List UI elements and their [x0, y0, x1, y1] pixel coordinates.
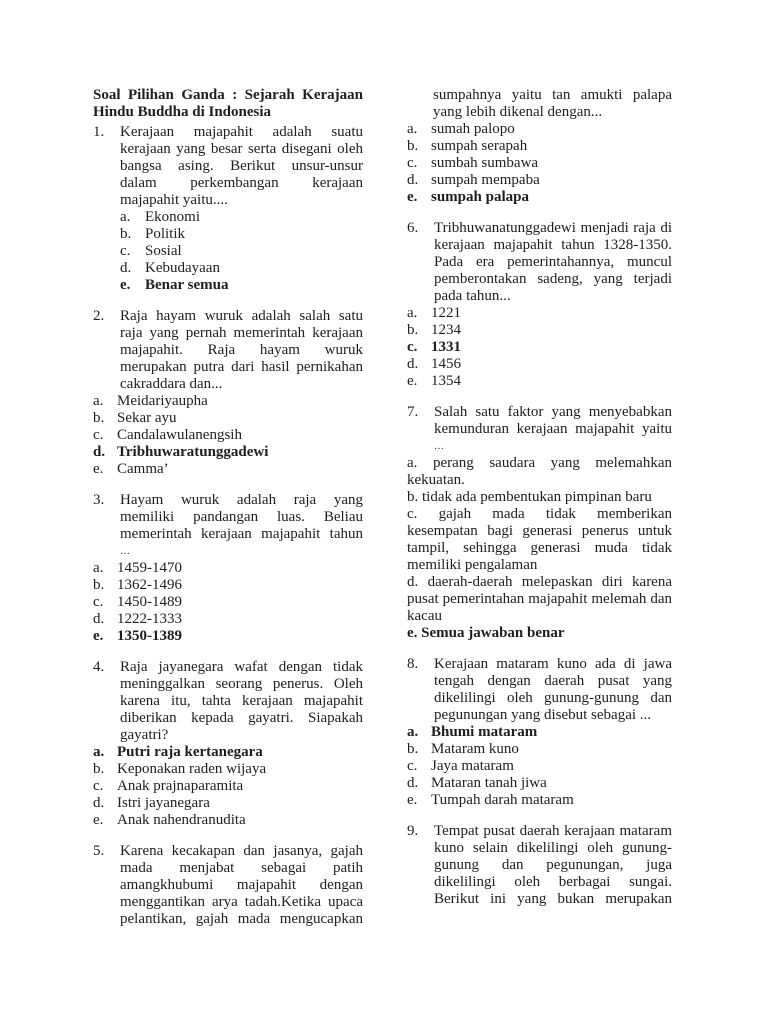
option-text: Anak nahendranudita [117, 812, 246, 828]
option-text: Keponakan raden wijaya [117, 761, 267, 777]
answer-option [407, 792, 672, 809]
answer-option [407, 489, 672, 506]
option-text: Camma’ [117, 461, 169, 477]
question-number: 7. [407, 404, 419, 420]
question-number: 6. [407, 220, 419, 236]
answer-option [407, 724, 672, 741]
option-letter: c. [93, 778, 104, 794]
answer-option [407, 322, 672, 339]
option-text: Mataram kuno [431, 741, 519, 757]
option-text: Anak prajnaparamita [117, 778, 244, 794]
option-letter: b. [120, 226, 132, 242]
answer-option [407, 775, 672, 792]
option-text: Semua jawaban benar [421, 625, 565, 641]
option-letter: b. [93, 577, 105, 593]
option-letter: b. [93, 410, 105, 426]
answer-option [93, 427, 363, 444]
question-number: 1. [93, 124, 105, 140]
option-text: 1331 [431, 339, 461, 355]
option-letter: a. [93, 560, 104, 576]
answer-option [407, 305, 672, 322]
option-letter: d. [93, 444, 106, 460]
option-text: Mataran tanah jiwa [431, 775, 547, 791]
answer-option [407, 155, 672, 172]
answer-option [93, 461, 363, 478]
answer-option [93, 628, 363, 645]
answer-option [407, 138, 672, 155]
option-letter: d. [407, 775, 419, 791]
option-letter: e. [407, 189, 418, 205]
answer-option [93, 594, 363, 611]
option-text: 1450-1489 [117, 594, 182, 610]
question-2 [93, 308, 363, 478]
question-continuation [407, 87, 672, 206]
option-letter: d. [407, 356, 419, 372]
option-text: daerah-daerah melepaskan diri karena pusat pemerintahan majapahit melemah dan kacau [407, 574, 672, 624]
answer-option [120, 226, 363, 243]
option-letter: a. [120, 209, 131, 225]
right-column [407, 87, 672, 922]
question-text: Kerajaan majapahit adalah suatu kerajaan yang besar serta disegani oleh bangsa asing. Berikut unsur-unsur dalam perkembangan kerajaan majapahit yaitu.... [120, 124, 363, 208]
question-text: Salah satu faktor yang menyebabkan kemunduran kerajaan majapahit yaitu [434, 404, 672, 437]
option-letter: d. [407, 574, 419, 590]
option-letter: d. [93, 611, 105, 627]
option-text: perang saudara yang melemahkan kekuatan. [407, 455, 672, 488]
question-9 [407, 823, 672, 908]
answer-option [407, 121, 672, 138]
question-text: Raja jayanegara wafat dengan tidak meninggalkan seorang penerus. Oleh karena itu, tahta kerajaan majapahit diberikan kepada gayatri. Siapakah gayatri? [120, 659, 363, 743]
option-letter: a. [93, 744, 105, 760]
option-text: Istri jayanegara [117, 795, 210, 811]
option-letter: e. [93, 628, 104, 644]
question-7 [407, 404, 672, 642]
option-text: Bhumi mataram [431, 724, 538, 740]
question-number: 9. [407, 823, 419, 839]
option-text: 1459-1470 [117, 560, 182, 576]
option-text: sumpah serapah [431, 138, 528, 154]
left-column [93, 87, 363, 942]
option-text: Kebudayaan [145, 260, 220, 276]
ellipsis: … [434, 441, 447, 452]
option-letter: c. [93, 594, 104, 610]
option-letter: c. [120, 243, 131, 259]
option-letter: c. [407, 506, 418, 522]
answer-option [407, 506, 672, 574]
option-text: 1456 [431, 356, 461, 372]
option-text: sumah palopo [431, 121, 515, 137]
option-letter: e. [93, 461, 104, 477]
question-number: 5. [93, 843, 105, 859]
question-text: Tempat pusat daerah kerajaan mataram kuno selain dikelilingi oleh gunung-gunung dan pegunungan, juga dikelilingi oleh berbagai sungai. Berikut ini yang bukan merupakan [434, 823, 672, 907]
question-text: sumpahnya yaitu tan amukti palapa yang lebih dikenal dengan... [433, 87, 672, 120]
option-letter: e. [93, 812, 104, 828]
answer-option [407, 339, 672, 356]
option-text: Jaya mataram [431, 758, 514, 774]
question-text: Raja hayam wuruk adalah salah satu raja yang pernah memerintah kerajaan majapahit. Raja hayam wuruk merupakan putra dari hasil pernikahan cakraddara dan... [120, 308, 363, 392]
option-letter: a. [407, 121, 418, 137]
option-text: Candalawulanengsih [117, 427, 242, 443]
question-1 [93, 124, 363, 294]
answer-option [93, 778, 363, 795]
option-text: 1350-1389 [117, 628, 182, 644]
option-letter: b. [407, 741, 419, 757]
option-text: Politik [145, 226, 186, 242]
answer-option [407, 356, 672, 373]
answer-option [407, 455, 672, 489]
option-letter: b. [93, 761, 105, 777]
option-text: 1234 [431, 322, 461, 338]
question-text: Tribhuwanatunggadewi menjadi raja di kerajaan majapahit tahun 1328-1350. Pada era pemerintahannya, muncul pemberontakan sadeng, yang terjadi pada tahun... [434, 220, 672, 304]
question-text: Hayam wuruk adalah raja yang memiliki pandangan luas. Beliau memerintah kerajaan majapahit tahun [120, 492, 363, 542]
answer-option [93, 795, 363, 812]
question-number: 4. [93, 659, 105, 675]
answer-option [93, 410, 363, 427]
answer-option [407, 172, 672, 189]
option-text: sumbah sumbawa [431, 155, 539, 171]
answer-option [120, 243, 363, 260]
option-text: 1222-1333 [117, 611, 182, 627]
question-text: Kerajaan mataram kuno ada di jawa tengah dengan daerah pusat yang dikelilingi oleh gunung-gunung dan pegunungan yang disebut sebagai ... [434, 656, 672, 723]
option-text: tidak ada pembentukan pimpinan baru [422, 489, 652, 505]
question-4 [93, 659, 363, 829]
option-text: 1221 [431, 305, 461, 321]
answer-option [93, 744, 363, 761]
option-text: Tribhuwaratunggadewi [117, 444, 269, 460]
answer-option [407, 741, 672, 758]
option-text: Ekonomi [145, 209, 200, 225]
answer-option [120, 260, 363, 277]
option-text: 1362-1496 [117, 577, 182, 593]
option-letter: e. [120, 277, 131, 293]
question-5 [93, 843, 363, 928]
option-letter: c. [93, 427, 104, 443]
ellipsis: … [120, 546, 133, 557]
option-letter: a. [407, 455, 418, 471]
answer-option [407, 574, 672, 625]
question-text: Karena kecakapan dan jasanya, gajah mada menjabat sebagai patih amangkhubumi majapahit dengan menggantikan arya tadah.Ketika upaca pelantikan, gajah mada mengucapkan [120, 843, 363, 927]
option-letter: a. [93, 393, 104, 409]
answer-option [93, 611, 363, 628]
option-text: 1354 [431, 373, 461, 389]
option-text: Benar semua [145, 277, 229, 293]
answer-option [93, 761, 363, 778]
option-text: Meidariyaupha [117, 393, 208, 409]
option-letter: a. [407, 305, 418, 321]
answer-option [93, 393, 363, 410]
option-text: Sekar ayu [117, 410, 177, 426]
option-letter: b. [407, 322, 419, 338]
answer-option [120, 277, 363, 294]
answer-option [407, 625, 672, 642]
option-text: Tumpah darah mataram [431, 792, 574, 808]
answer-option [407, 758, 672, 775]
option-letter: b. [407, 138, 419, 154]
question-3 [93, 492, 363, 645]
option-text: sumpah palapa [431, 189, 529, 205]
option-letter: d. [120, 260, 132, 276]
answer-option [93, 444, 363, 461]
option-text: gajah mada tidak memberikan kesempatan bagi generasi penerus untuk tampil, sehingga generasi muda tidak memiliki pengalaman [407, 506, 673, 573]
option-letter: a. [407, 724, 419, 740]
option-text: Putri raja kertanegara [117, 744, 263, 760]
option-text: sumpah mempaba [431, 172, 540, 188]
question-number: 3. [93, 492, 105, 508]
question-6 [407, 220, 672, 390]
option-letter: e. [407, 625, 418, 641]
option-letter: c. [407, 758, 418, 774]
option-letter: c. [407, 155, 418, 171]
answer-option [407, 373, 672, 390]
option-text: Sosial [145, 243, 182, 259]
answer-option [93, 560, 363, 577]
option-letter: e. [407, 373, 418, 389]
option-letter: d. [407, 172, 419, 188]
question-8 [407, 656, 672, 809]
question-number: 8. [407, 656, 419, 672]
question-number: 2. [93, 308, 105, 324]
answer-option [93, 577, 363, 594]
answer-option [407, 189, 672, 206]
option-letter: c. [407, 339, 418, 355]
document-title: Soal Pilihan Ganda : Sejarah Kerajaan Hindu Buddha di Indonesia [93, 87, 363, 120]
option-letter: b. [407, 489, 419, 505]
option-letter: e. [407, 792, 418, 808]
answer-option [120, 209, 363, 226]
option-letter: d. [93, 795, 105, 811]
answer-option [93, 812, 363, 829]
